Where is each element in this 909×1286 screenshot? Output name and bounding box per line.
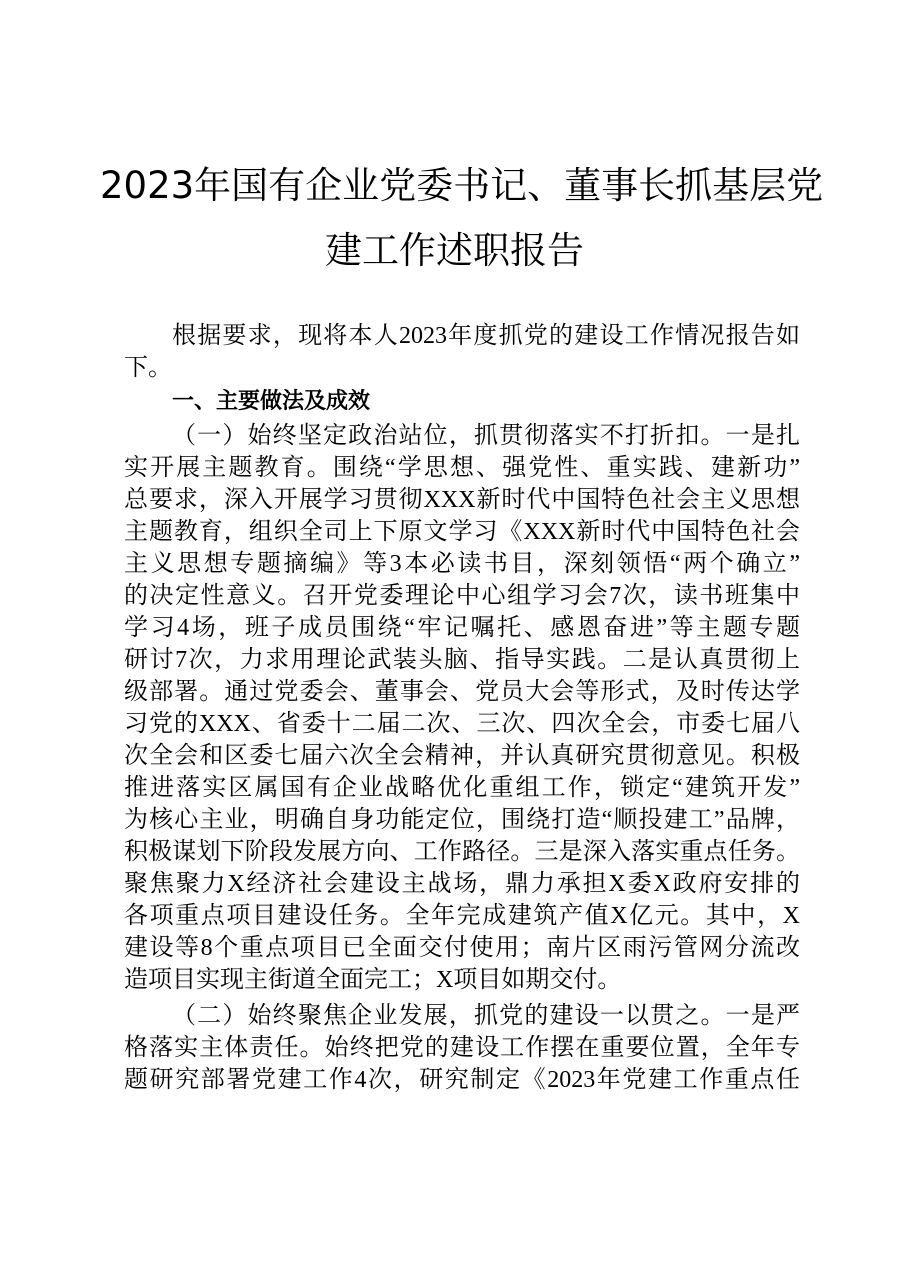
document-title-line-1: 2023年国有企业党委书记、董事长抓基层党 <box>100 164 824 207</box>
paragraph-line: 学习4场，班子成员围绕“牢记嘱托、感恩奋进”等主题专题 <box>124 615 800 641</box>
paragraph-line: 的决定性意义。召开党委理论中心组学习会7次，读书班集中 <box>124 583 800 609</box>
paragraph-line: 总要求，深入开展学习贯彻XXX新时代中国特色社会主义思想 <box>124 487 800 513</box>
paragraph-line: 聚焦聚力X经济社会建设主战场，鼎力承担X委X政府安排的 <box>124 871 800 897</box>
paragraph-line: 建设等8个重点项目已全面交付使用；南片区雨污管网分流改 <box>124 935 800 961</box>
paragraph-line: 级部署。通过党委会、董事会、党员大会等形式，及时传达学 <box>124 679 800 705</box>
paragraph-line: 研讨7次，力求用理论武装头脑、指导实践。二是认真贯彻上 <box>124 647 800 673</box>
paragraph-line: 习党的XXX、省委十二届二次、三次、四次全会，市委七届八 <box>124 711 800 737</box>
paragraph-line: （一）始终坚定政治站位，抓贯彻落实不打折扣。一是扎 <box>172 423 800 449</box>
paragraph-line: 题研究部署党建工作4次，研究制定《2023年党建工作重点任 <box>124 1067 800 1093</box>
paragraph-line: （二）始终聚焦企业发展，抓党的建设一以贯之。一是严 <box>172 1003 800 1029</box>
paragraph-line: 主题教育，组织全司上下原文学习《XXX新时代中国特色社会 <box>124 519 800 545</box>
paragraph-line: 各项重点项目建设任务。全年完成建筑产值X亿元。其中，X <box>124 903 800 929</box>
intro-line: 下。 <box>124 355 172 381</box>
intro-line: 根据要求，现将本人2023年度抓党的建设工作情况报告如 <box>172 323 800 349</box>
paragraph-line: 格落实主体责任。始终把党的建设工作摆在重要位置，全年专 <box>124 1035 800 1061</box>
paragraph-line: 为核心主业，明确自身功能定位，围绕打造“顺投建工”品牌， <box>124 807 800 833</box>
document-title-line-2: 建工作述职报告 <box>325 229 584 272</box>
paragraph-line: 造项目实现主街道全面完工；X项目如期交付。 <box>124 967 622 993</box>
paragraph-line: 主义思想专题摘编》等3本必读书目，深刻领悟“两个确立” <box>124 551 800 577</box>
paragraph-line: 推进落实区属国有企业战略优化重组工作，锁定“建筑开发” <box>124 775 800 801</box>
paragraph-line: 积极谋划下阶段发展方向、工作路径。三是深入落实重点任务。 <box>124 839 800 865</box>
paragraph-line: 次全会和区委七届六次全会精神，并认真研究贯彻意见。积极 <box>124 743 800 769</box>
paragraph-line: 实开展主题教育。围绕“学思想、强党性、重实践、建新功” <box>124 455 800 481</box>
section-heading: 一、主要做法及成效 <box>172 389 371 414</box>
